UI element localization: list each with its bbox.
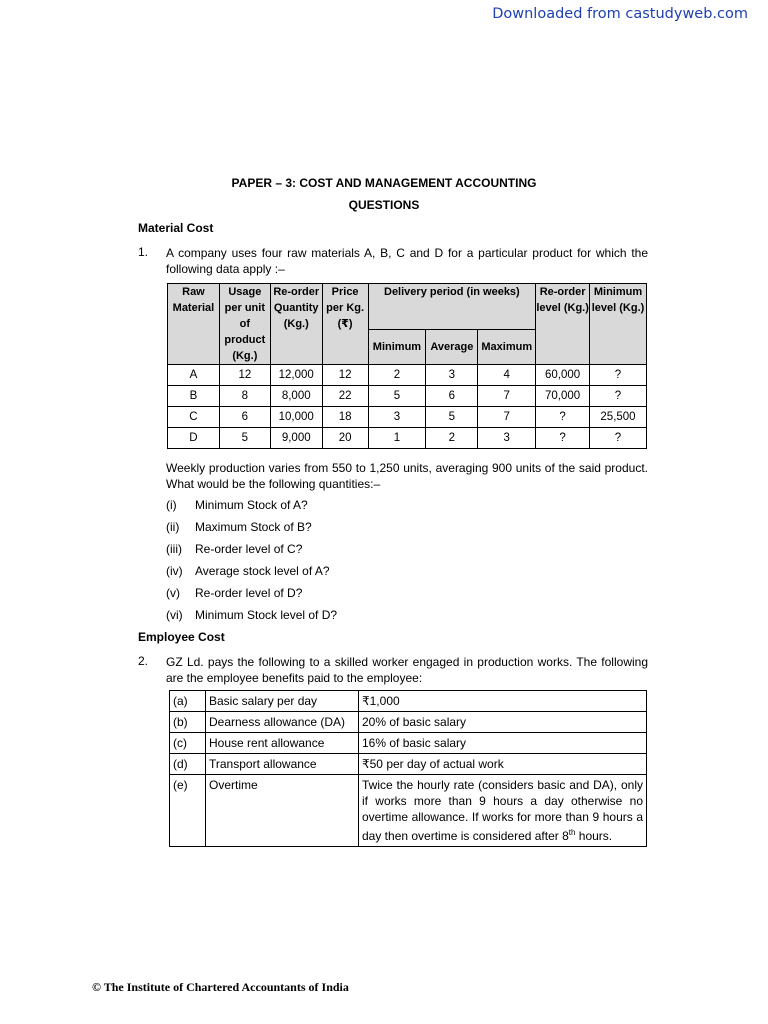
table-row <box>168 428 647 449</box>
benefit-item: Overtime <box>206 775 359 847</box>
cell-delivery-max: 4 <box>478 365 536 386</box>
cell-usage: 5 <box>219 428 270 449</box>
benefit-detail: ₹1,000 <box>359 691 647 712</box>
cell-material: A <box>168 365 220 386</box>
section-employee-cost: Employee Cost <box>138 630 225 644</box>
list-item <box>166 541 337 563</box>
cell-delivery-min: 3 <box>368 407 426 428</box>
question-2-number: 2. <box>138 654 149 668</box>
cell-material: D <box>168 428 220 449</box>
benefit-item: Basic salary per day <box>206 691 359 712</box>
cell-reorder-level: ? <box>536 407 590 428</box>
table-row <box>170 775 647 847</box>
cell-delivery-avg: 3 <box>426 365 478 386</box>
cell-delivery-max: 3 <box>478 428 536 449</box>
cell-usage: 8 <box>219 386 270 407</box>
table-row <box>170 733 647 754</box>
benefit-item: Transport allowance <box>206 754 359 775</box>
subquestion-text: Re-order level of D? <box>195 586 303 600</box>
subquestion-list <box>166 497 337 629</box>
subquestion-text: Re-order level of C? <box>195 542 303 556</box>
cell-reorder-quantity: 8,000 <box>270 386 322 407</box>
benefit-code: (d) <box>170 754 206 775</box>
table-row <box>170 754 647 775</box>
question-2-text: GZ Ld. pays the following to a skilled worker engaged in production works. The following are the employee benefits paid to the employee: <box>166 655 648 685</box>
subquestion-number: (v) <box>166 586 180 600</box>
cell-reorder-quantity: 10,000 <box>270 407 322 428</box>
header-reorder-level: Re-order level (Kg.) <box>536 284 590 365</box>
cell-minimum-level: ? <box>590 386 647 407</box>
subquestion-number: (ii) <box>166 520 180 534</box>
cell-delivery-min: 1 <box>368 428 426 449</box>
list-item <box>166 563 337 585</box>
list-item <box>166 519 337 541</box>
download-banner[interactable]: Downloaded from castudyweb.com <box>492 6 748 22</box>
cell-delivery-min: 5 <box>368 386 426 407</box>
subquestion-number: (iv) <box>166 564 183 578</box>
section-material-cost: Material Cost <box>138 221 214 235</box>
header-usage: Usage per unit of product (Kg.) <box>219 284 270 365</box>
cell-reorder-level: 60,000 <box>536 365 590 386</box>
cell-material: C <box>168 407 220 428</box>
cell-material: B <box>168 386 220 407</box>
benefit-detail: ₹50 per day of actual work <box>359 754 647 775</box>
cell-price: 22 <box>322 386 368 407</box>
benefit-code: (e) <box>170 775 206 847</box>
cell-delivery-max: 7 <box>478 386 536 407</box>
benefit-item: House rent allowance <box>206 733 359 754</box>
cell-minimum-level: 25,500 <box>590 407 647 428</box>
header-minimum-level: Minimum level (Kg.) <box>590 284 647 365</box>
cell-delivery-min: 2 <box>368 365 426 386</box>
subquestion-text: Minimum Stock of A? <box>195 498 308 512</box>
cell-price: 12 <box>322 365 368 386</box>
question-1-number: 1. <box>138 245 149 259</box>
cell-minimum-level: ? <box>590 428 647 449</box>
cell-delivery-avg: 6 <box>426 386 478 407</box>
benefit-detail: 16% of basic salary <box>359 733 647 754</box>
question-1-followup: Weekly production varies from 550 to 1,250 units, averaging 900 units of the said product. What would be the following quantities:– <box>166 461 648 491</box>
cell-delivery-max: 7 <box>478 407 536 428</box>
subquestion-text: Average stock level of A? <box>195 564 330 578</box>
table-row <box>170 691 647 712</box>
subquestion-number: (i) <box>166 498 177 512</box>
benefit-code: (b) <box>170 712 206 733</box>
table-row <box>168 407 647 428</box>
benefit-item: Dearness allowance (DA) <box>206 712 359 733</box>
header-raw-material: Raw Material <box>168 284 220 365</box>
table-row <box>170 712 647 733</box>
benefit-code: (c) <box>170 733 206 754</box>
cell-reorder-quantity: 9,000 <box>270 428 322 449</box>
list-item <box>166 497 337 519</box>
list-item <box>166 607 337 629</box>
cell-reorder-quantity: 12,000 <box>270 365 322 386</box>
cell-reorder-level: ? <box>536 428 590 449</box>
cell-usage: 6 <box>219 407 270 428</box>
subquestion-number: (vi) <box>166 608 183 622</box>
cell-price: 20 <box>322 428 368 449</box>
header-delivery-period: Delivery period (in weeks) <box>368 284 536 330</box>
benefit-detail: Twice the hourly rate (considers basic and DA), only if works more than 9 hours a day otherwise no overtime allowance. If works for more than 9 hours a day then overtime is considered after 8th hours. <box>359 775 647 847</box>
header-price: Price per Kg. (₹) <box>322 284 368 365</box>
header-maximum: Maximum <box>478 330 536 365</box>
cell-minimum-level: ? <box>590 365 647 386</box>
question-1-text: A company uses four raw materials A, B, C and D for a particular product for which the following data apply :– <box>166 246 648 276</box>
cell-usage: 12 <box>219 365 270 386</box>
paper-title: PAPER – 3: COST AND MANAGEMENT ACCOUNTING <box>231 176 537 190</box>
subquestion-text: Minimum Stock level of D? <box>195 608 338 622</box>
employee-benefits-table <box>169 690 647 847</box>
header-reorder-quantity: Re-order Quantity (Kg.) <box>270 284 322 365</box>
table-row <box>168 365 647 386</box>
header-average: Average <box>426 330 478 365</box>
header-minimum: Minimum <box>368 330 426 365</box>
cell-price: 18 <box>322 407 368 428</box>
questions-heading: QUESTIONS <box>348 198 420 212</box>
cell-reorder-level: 70,000 <box>536 386 590 407</box>
list-item <box>166 585 337 607</box>
benefit-detail: 20% of basic salary <box>359 712 647 733</box>
table-row <box>168 386 647 407</box>
benefit-code: (a) <box>170 691 206 712</box>
subquestion-text: Maximum Stock of B? <box>195 520 312 534</box>
subquestion-number: (iii) <box>166 542 182 556</box>
footer-copyright: © The Institute of Chartered Accountants of India <box>92 980 349 994</box>
raw-material-table <box>167 283 647 449</box>
cell-delivery-avg: 5 <box>426 407 478 428</box>
cell-delivery-avg: 2 <box>426 428 478 449</box>
